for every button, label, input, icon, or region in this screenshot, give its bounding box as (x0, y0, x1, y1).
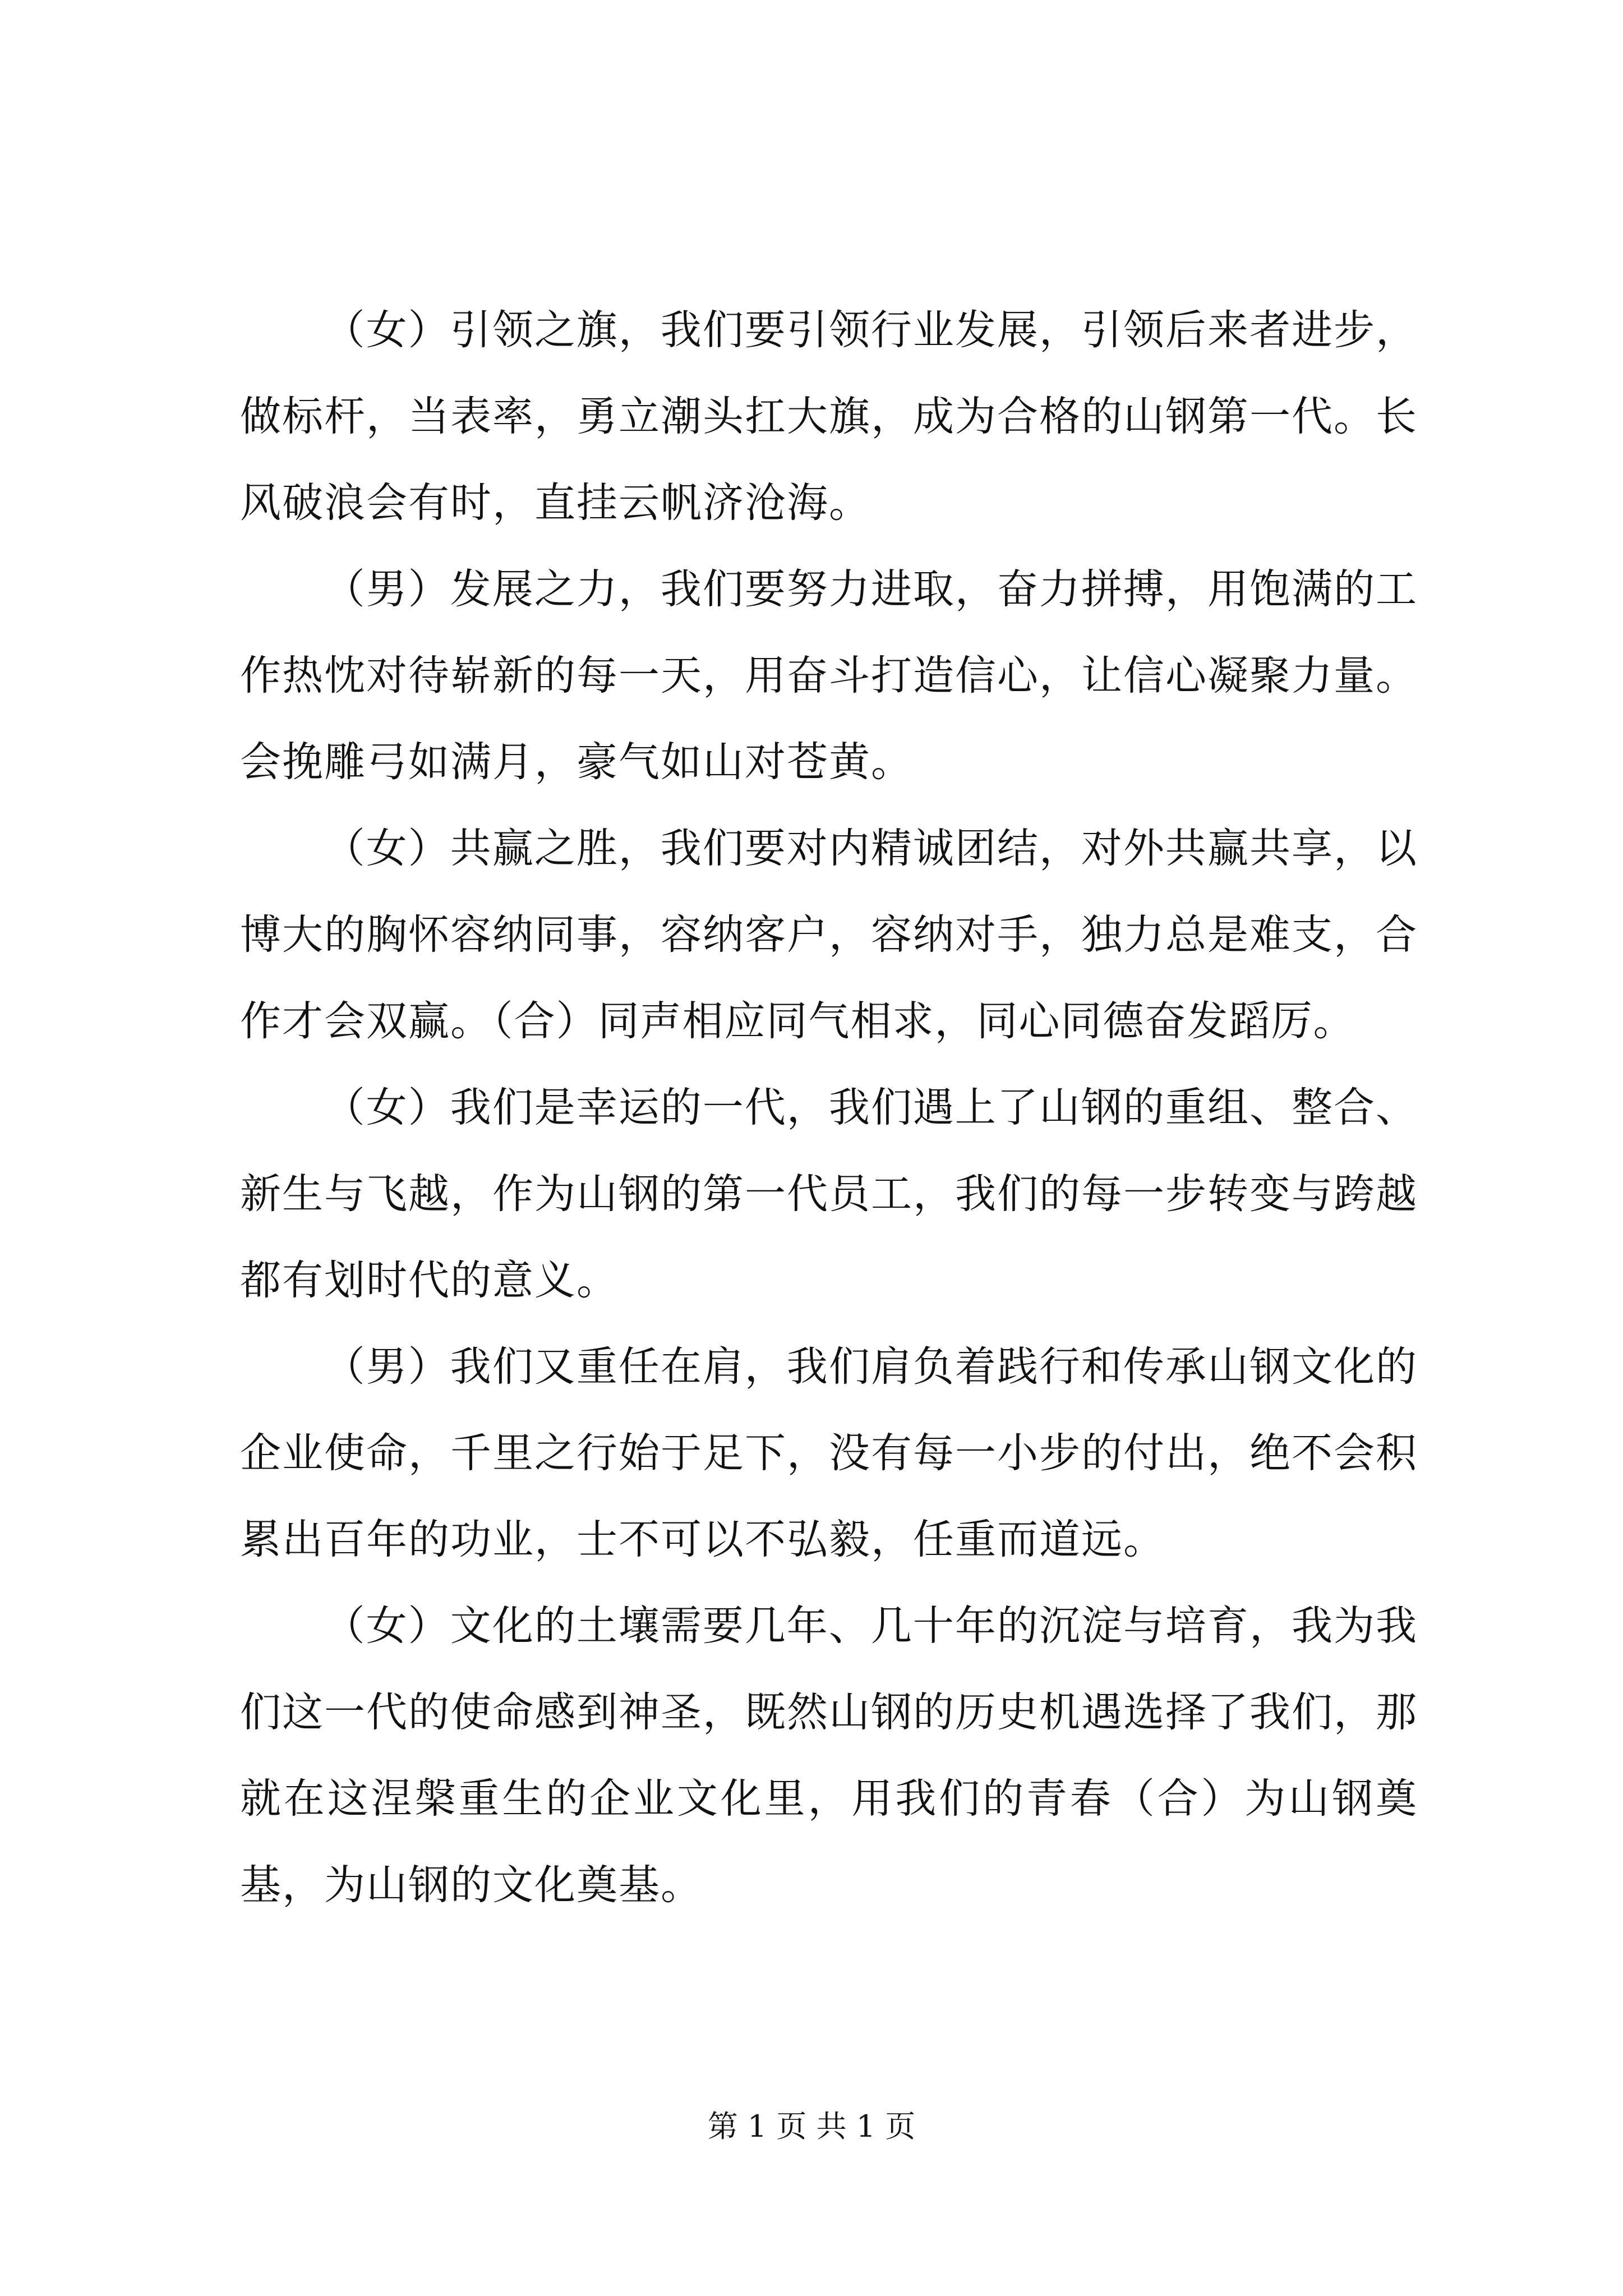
paragraph: （男）发展之力，我们要努力进取，奋力拼搏，用饱满的工作热忱对待崭新的每一天，用奋斗打造信心，让信心凝聚力量。会挽雕弓如满月，豪气如山对苍黄。 (240, 565, 1418, 786)
page-footer: 第 1 页 共 1 页 (707, 2109, 916, 2144)
paragraph: （女）共赢之胜，我们要对内精诚团结，对外共赢共享，以博大的胸怀容纳同事，容纳客户，容纳对手，独力总是难支，合作才会双赢。（合）同声相应同气相求，同心同德奋发蹈厉。 (240, 825, 1418, 1045)
paragraph: （女）文化的土壤需要几年、几十年的沉淀与培育，我为我们这一代的使命感到神圣，既然山钢的历史机遇选择了我们，那就在这涅槃重生的企业文化里，用我们的青春（合）为山钢奠基，为山钢的文化奠基。 (240, 1602, 1418, 1909)
document-body (240, 287, 1418, 1929)
paragraph: （男）我们又重任在肩，我们肩负着践行和传承山钢文化的企业使命，千里之行始于足下，没有每一小步的付出，绝不会积累出百年的功业，士不可以不弘毅，任重而道远。 (240, 1343, 1418, 1563)
paragraph: （女）引领之旗，我们要引领行业发展，引领后来者进步，做标杆，当表率，勇立潮头扛大旗，成为合格的山钢第一代。长风破浪会有时，直挂云帆济沧海。 (240, 306, 1418, 527)
paragraph: （女）我们是幸运的一代，我们遇上了山钢的重组、整合、新生与飞越，作为山钢的第一代员工，我们的每一步转变与跨越都有划时代的意义。 (240, 1084, 1418, 1304)
